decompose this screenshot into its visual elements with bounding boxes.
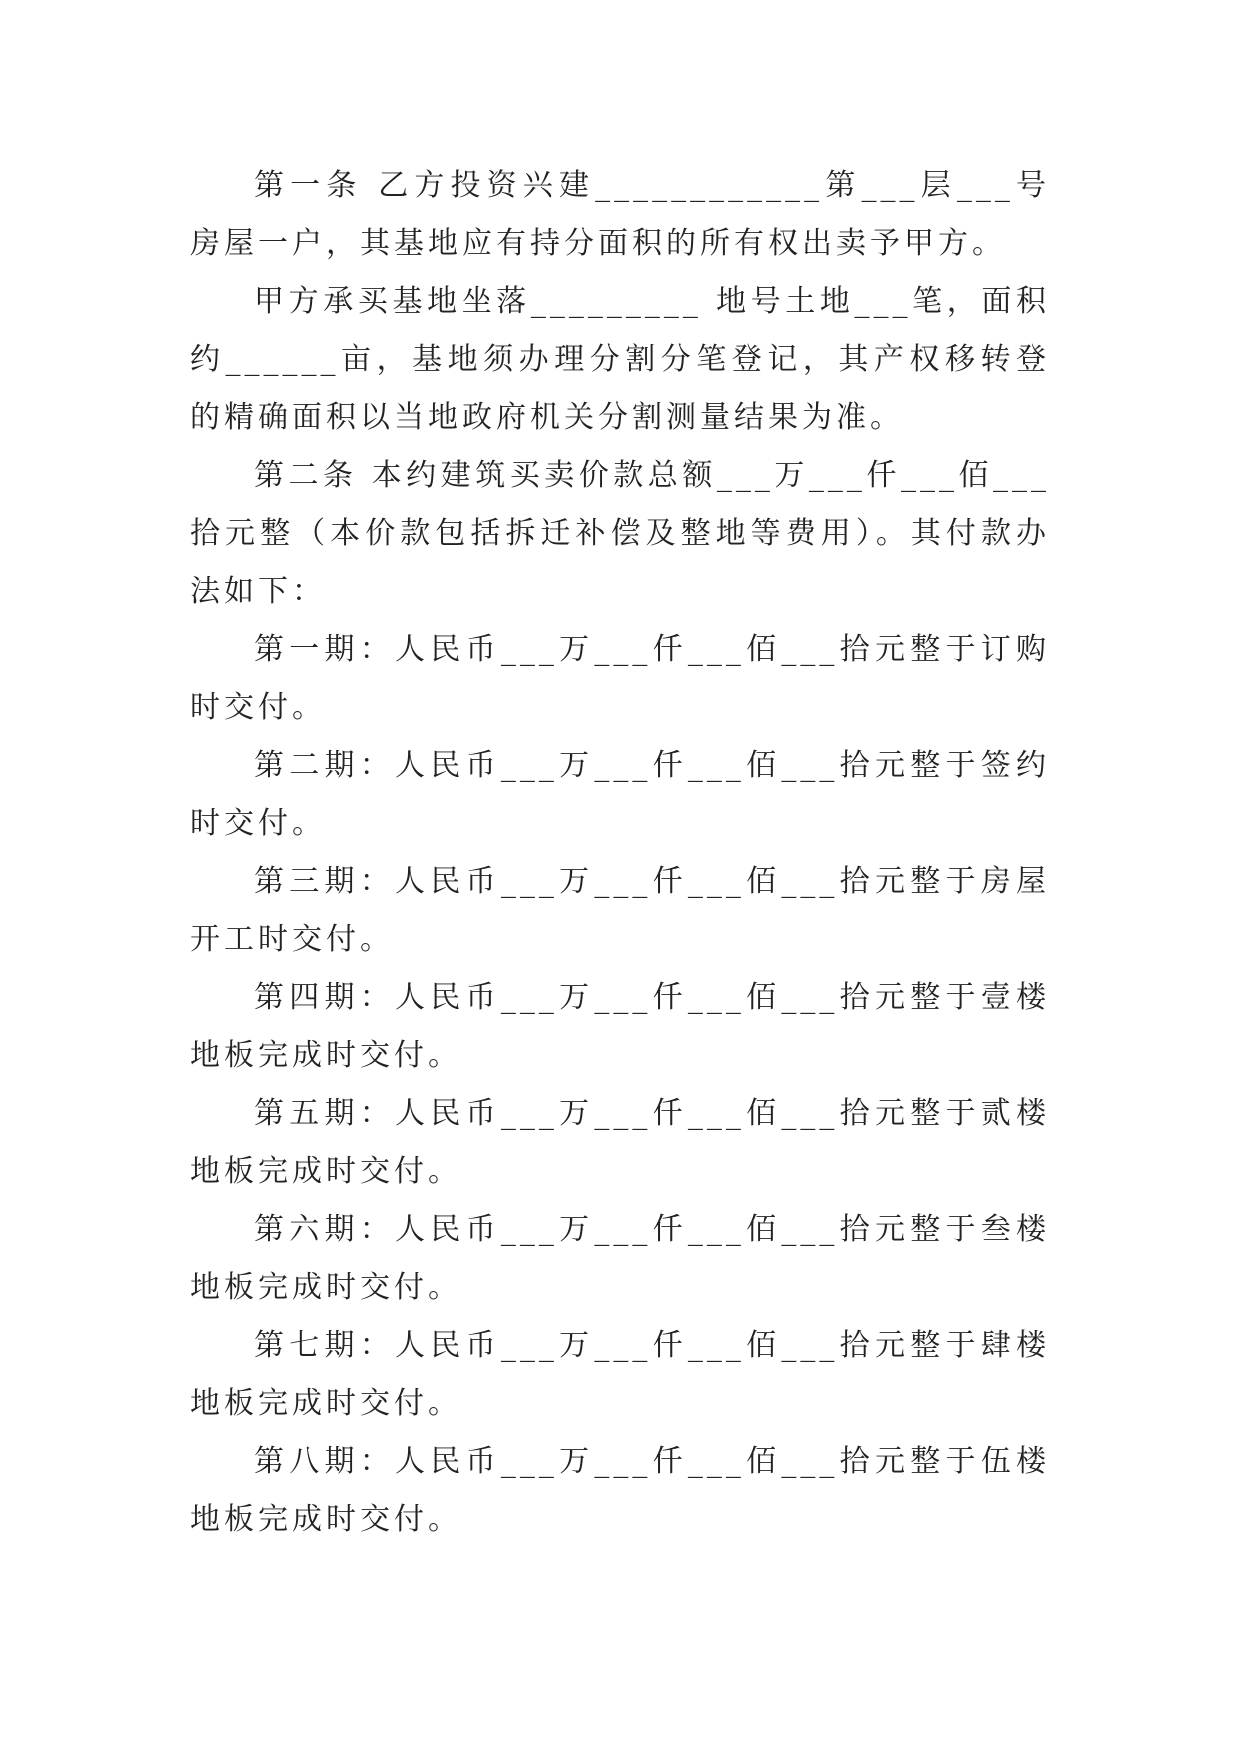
payment-installment-1: 第一期：人民币___万___仟___佰___拾元整于订购时交付。 xyxy=(190,632,1050,725)
payment-installment-2: 第二期：人民币___万___仟___佰___拾元整于签约时交付。 xyxy=(190,748,1050,841)
payment-installment-4: 第四期：人民币___万___仟___佰___拾元整于壹楼地板完成时交付。 xyxy=(190,980,1050,1073)
payment-installment-5: 第五期：人民币___万___仟___佰___拾元整于贰楼地板完成时交付。 xyxy=(190,1096,1050,1189)
payment-installment-7: 第七期：人民币___万___仟___佰___拾元整于肆楼地板完成时交付。 xyxy=(190,1328,1050,1421)
payment-installment-3: 第三期：人民币___万___仟___佰___拾元整于房屋开工时交付。 xyxy=(190,864,1050,957)
clause-two-paragraph: 第二条 本约建筑买卖价款总额___万___仟___佰___拾元整（本价款包括拆迁补偿及整地等费用）。其付款办法如下： xyxy=(190,458,1050,609)
document-body xyxy=(190,157,1050,1549)
clause-one-paragraph: 第一条 乙方投资兴建____________第___层___号房屋一户，其基地应有持分面积的所有权出卖予甲方。 xyxy=(190,168,1050,261)
payment-installment-8: 第八期：人民币___万___仟___佰___拾元整于伍楼地板完成时交付。 xyxy=(190,1444,1050,1537)
land-purchase-paragraph: 甲方承买基地坐落_________ 地号土地___笔，面积约______亩，基地须办理分割分笔登记，其产权移转登的精确面积以当地政府机关分割测量结果为准。 xyxy=(190,284,1050,435)
payment-installment-6: 第六期：人民币___万___仟___佰___拾元整于叁楼地板完成时交付。 xyxy=(190,1212,1050,1305)
